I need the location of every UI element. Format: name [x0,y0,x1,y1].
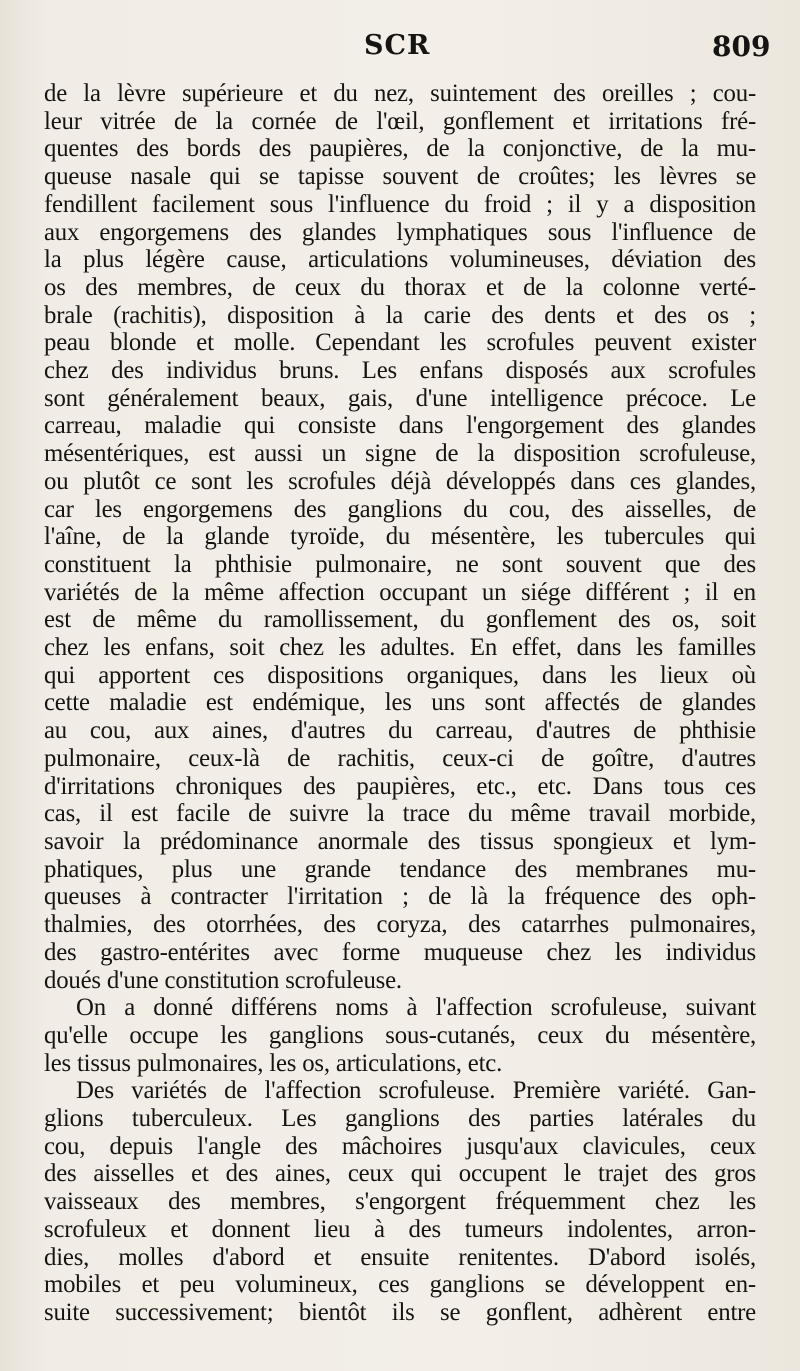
text-line: les tissus pulmonaires, les os, articulations, etc. [44,1049,503,1077]
text-line: peau blonde et molle. Cependant les scrofules peuvent exister [44,329,756,357]
text-line: de la lèvre supérieure et du nez, suintement des oreilles ; cou- [44,80,756,107]
running-head: SCR [364,30,431,61]
text-line: chez des individus bruns. Les enfans disposés aux scrofules [44,357,756,385]
text-line: fendillent facilement sous l'influence du froid ; il y a disposition [44,190,756,218]
text-line: d'irritations chroniques des paupières, etc., etc. Dans tous ces [44,772,756,800]
text-line: carreau, maladie qui consiste dans l'engorgement des glandes [44,412,756,440]
text-line: queuse nasale qui se tapisse souvent de croûtes; les lèvres se [44,163,756,191]
text-line: vaisseaux des membres, s'engorgent fréquemment chez les [44,1188,756,1216]
text-line: doués d'une constitution scrofuleuse. [44,966,402,994]
text-line: des gastro-entérites avec forme muqueuse chez les individus [44,938,756,966]
text-line: Des variétés de l'affection scrofuleuse. Première variété. Gan- [76,1077,756,1105]
text-line: cette maladie est endémique, les uns sont affectés de glandes [44,689,756,717]
text-line: qui apportent ces dispositions organiques, dans les lieux où [44,661,756,689]
text-line: suite successivement; bientôt ils se gonflent, adhèrent entre [44,1298,756,1326]
text-line: quentes des bords des paupières, de la conjonctive, de la mu- [44,135,756,163]
text-line: dies, molles d'abord et ensuite renitentes. D'abord isolés, [44,1243,756,1271]
text-line: l'aîne, de la glande tyroïde, du mésentère, les tubercules qui [44,523,756,551]
text-line: au cou, aux aines, d'autres du carreau, d'autres de phthisie [44,717,756,745]
text-line: thalmies, des otorrhées, des coryza, des catarrhes pulmonaires, [44,911,756,939]
text-line: leur vitrée de la cornée de l'œil, gonflement et irritations fré- [44,107,756,135]
text-line: constituent la phthisie pulmonaire, ne sont souvent que des [44,550,756,578]
text-line: qu'elle occupe les ganglions sous-cutanés, ceux du mésentère, [44,1021,756,1049]
text-line: On a donné différens noms à l'affection scrofuleuse, suivant [76,994,756,1022]
text-line: brale (rachitis), disposition à la carie des dents et des os ; [44,301,756,329]
text-line: cas, il est facile de suivre la trace du même travail morbide, [44,800,756,828]
text-line: des aisselles et des aines, ceux qui occupent le trajet des gros [44,1160,756,1188]
text-line: aux engorgemens des glandes lymphatiques sous l'influence de [44,218,756,246]
text-line: la plus légère cause, articulations volumineuses, déviation des [44,246,756,274]
page-number: 809 [712,30,771,63]
text-line: pulmonaire, ceux-là de rachitis, ceux-ci de goître, d'autres [44,744,756,772]
body-text [44,80,756,1327]
text-line: chez les enfans, soit chez les adultes. En effet, dans les familles [44,634,756,662]
page-header [0,30,800,78]
text-line: scrofuleux et donnent lieu à des tumeurs indolentes, arron- [44,1215,756,1243]
text-line: glions tuberculeux. Les ganglions des parties latérales du [44,1105,756,1133]
text-line: ou plutôt ce sont les scrofules déjà développés dans ces glandes, [44,467,756,495]
text-line: sont généralement beaux, gais, d'une intelligence précoce. Le [44,384,756,412]
text-line: savoir la prédominance anormale des tissus spongieux et lym- [44,827,756,855]
text-line: mésentériques, est aussi un signe de la disposition scrofuleuse, [44,440,756,468]
text-line: queuses à contracter l'irritation ; de là la fréquence des oph- [44,883,756,911]
text-line: os des membres, de ceux du thorax et de la colonne verté- [44,273,756,301]
text-line: cou, depuis l'angle des mâchoires jusqu'aux clavicules, ceux [44,1132,756,1160]
text-line: variétés de la même affection occupant un siége différent ; il en [44,578,756,606]
text-line: mobiles et peu volumineux, ces ganglions se développent en- [44,1271,756,1299]
text-line: est de même du ramollissement, du gonflement des os, soit [44,606,756,634]
text-line: phatiques, plus une grande tendance des membranes mu- [44,855,756,883]
text-line: car les engorgemens des ganglions du cou, des aisselles, de [44,495,756,523]
